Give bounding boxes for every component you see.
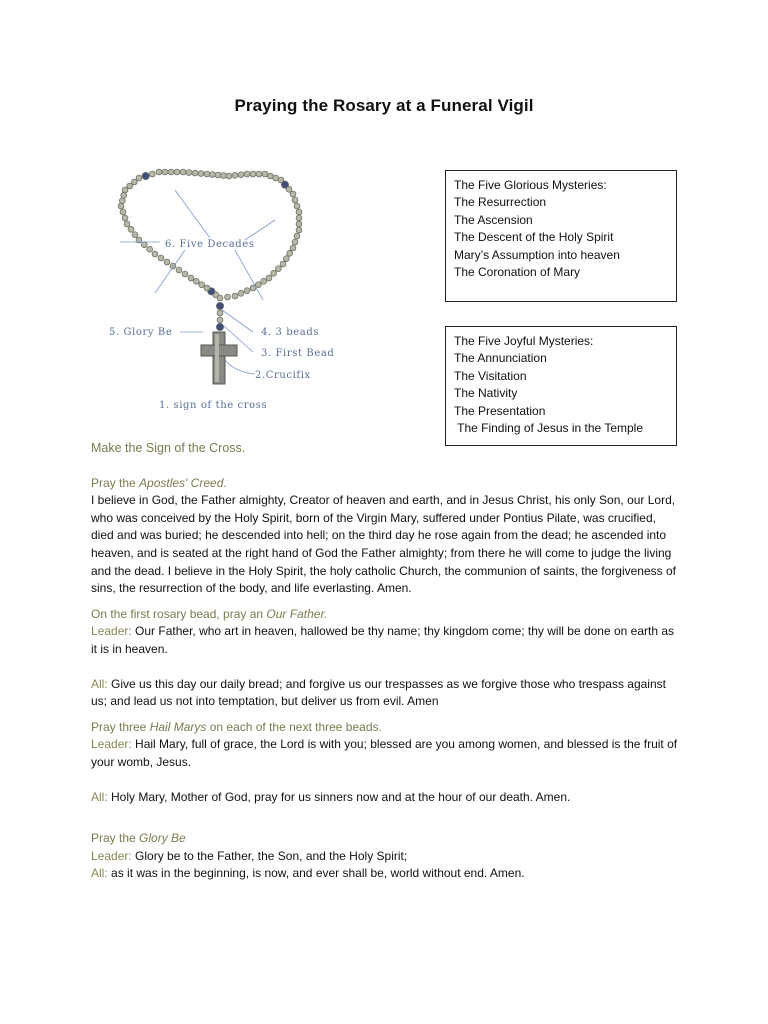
our-father-leader-text: Our Father, who art in heaven, hallowed be thy name; thy kingdom come; thy will be done on earth as it is in heaven. [91,624,675,656]
rosary-bead [118,203,124,209]
our-father-heading [91,606,681,624]
rosary-bead [192,170,198,176]
rosary-diagram [95,160,425,420]
rosary-bead [162,169,168,175]
rosary-bead [152,251,158,257]
speaker-label-all: All: [91,789,112,804]
rosary-bead [225,294,231,300]
prayer-content [91,440,681,883]
glory-be-heading [91,830,681,848]
label-first-bead: 3. First Bead [261,348,335,359]
creed-heading [91,475,681,493]
hail-mary-heading-post: on each of the next three beads. [206,719,382,734]
rosary-bead [296,227,302,233]
speaker-label-all: All: [91,866,112,881]
joyful-item: The Annunciation [454,351,547,366]
hail-mary-leader-text: Hail Mary, full of grace, the Lord is with you; blessed are you among women, and blessed is the fruit of your womb, Jesus. [91,737,678,769]
rosary-bead [198,171,204,177]
glorious-item: The Ascension [454,212,533,227]
rosary-bead [121,192,127,198]
rosary-bead [226,173,232,179]
rosary-bead [238,290,244,296]
our-father-heading-em: Our Father. [266,606,328,621]
rosary-bead [182,271,188,277]
rosary-bead [186,170,192,176]
label-sign-of-cross: 1. sign of the cross [159,400,268,411]
rosary-bead [275,266,281,272]
rosary-bead [292,239,298,245]
rosary-bead [271,270,277,276]
rosary-bead [193,278,199,284]
rosary-bead [168,169,174,175]
label-five-decades: 6. Five Decades [165,239,255,250]
speaker-label-leader: Leader: [91,737,136,752]
label-glory-be: 5. Glory Be [109,327,173,338]
rosary-tail-bead [216,302,223,309]
glory-be-leader [91,848,681,866]
sign-of-cross-heading: Make the Sign of the Cross. [91,441,246,455]
hail-mary-heading-em: Hail Marys [149,719,207,734]
glorious-item: Mary’s Assumption into heaven [454,247,620,262]
glorious-title: The Five Glorious Mysteries: [454,178,607,192]
rosary-bead [147,246,153,252]
joyful-title: The Five Joyful Mysteries: [454,334,594,348]
rosary-bead [238,172,244,178]
rosary-bead [262,171,268,177]
rosary-bead [294,203,300,209]
rosary-bead [287,250,293,256]
hail-mary-heading-pre: Pray three [91,719,150,734]
rosary-bead [210,172,216,178]
page-title: Praying the Rosary at a Funeral Vigil [234,96,534,115]
hail-mary-heading [91,719,681,737]
rosary-bead [244,171,250,177]
hail-mary-all [91,789,681,807]
rosary-bead [232,293,238,299]
rosary-bead [292,197,298,203]
glorious-item: The Resurrection [454,195,547,210]
rosary-bead [136,175,142,181]
rosary-bead [164,259,170,265]
rosary-bead [255,282,261,288]
glory-be-leader-text: Glory be to the Father, the Son, and the Holy Spirit; [135,848,408,863]
rosary-bead [188,275,194,281]
our-father-all-text: Give us this day our daily bread; and forgive us our trespasses as we forgive those who trespass against us; and lead us not into temptation, but deliver us from evil. Amen [91,676,666,709]
speaker-label-leader: Leader: [91,848,136,863]
joyful-item: The Nativity [454,386,518,401]
rosary-bead [296,209,302,215]
label-three-beads: 4. 3 beads [261,327,320,338]
rosary-bead [204,285,210,291]
speaker-label-all: All: [91,676,112,691]
rosary-bead [180,169,186,175]
glorious-mysteries-box [445,170,677,302]
speaker-label-leader: Leader: [91,624,136,639]
rosary-bead [141,242,147,248]
joyful-item: The Presentation [454,403,546,418]
rosary-bead [296,221,302,227]
creed-text: I believe in God, the Father almighty, Creator of heaven and earth, and in Jesus Christ, his only Son, our Lord, who was conceived by the Holy Spirit, born of the Virgin Mary, suffered under Pontius Pilate, was crucified, died and was buried; he descended into hell; on the third day he rose again from the dead; he ascended into heaven, and is seated at the right hand of God the Father almighty; from there he will come to judge the living and the dead. I believe in the Holy Spirit, the holy catholic Church, the communion of saints, the forgiveness of sins, the resurrection of the body, and life everlasting. Amen. [91,493,676,596]
glory-be-heading-pre: Pray the [91,831,140,846]
our-father-leader [91,623,681,658]
creed-heading-pre: Pray the [91,475,140,490]
rosary-bead [221,173,227,179]
rosary-bead [215,172,221,178]
rosary-bead [122,215,128,221]
rosary-bead [266,275,272,281]
glorious-item: The Descent of the Holy Spirit [454,230,614,245]
rosary-bead [120,209,126,215]
rosary-bead [128,226,134,232]
our-father-all [91,676,681,711]
glory-be-all-text: as it was in the beginning, is now, and ever shall be, world without end. Amen. [111,866,525,881]
rosary-bead [124,221,130,227]
rosary-bead [199,282,205,288]
rosary-bead [290,191,296,197]
rosary-bead [256,171,262,177]
rosary-bead [158,255,164,261]
rosary-tail-bead [216,323,223,330]
rosary-bead [296,215,302,221]
rosary-bead [250,171,256,177]
rosary-tail-bead [217,317,223,323]
joyful-mysteries-box [445,326,677,446]
rosary-bead [232,172,238,178]
rosary-bead [204,171,210,177]
crucifix-icon [201,332,237,384]
glorious-item: The Coronation of Mary [454,265,581,280]
rosary-bead [261,278,267,284]
joyful-item: The Visitation [454,368,527,383]
hail-mary-leader [91,736,681,771]
rosary-bead [280,261,286,267]
rosary-bead [176,267,182,273]
label-crucifix: 2.Crucifix [255,370,311,381]
our-father-heading-pre: On the first rosary bead, pray an [91,606,267,621]
rosary-bead [290,245,296,251]
rosary-bead [294,233,300,239]
rosary-bead [283,256,289,262]
creed-heading-em: Apostles' Creed [139,475,224,490]
rosary-bead [132,232,138,238]
rosary-bead [174,169,180,175]
rosary-bead [156,169,162,175]
rosary-bead [119,198,125,204]
rosary-accent-bead [142,172,149,179]
rosary-tail-bead [217,310,223,316]
rosary-bead [149,171,155,177]
rosary-bead [273,175,279,181]
glory-be-all [91,865,681,883]
rosary-bead [267,173,273,179]
glory-be-heading-em: Glory Be [139,831,186,846]
hail-mary-all-text: Holy Mary, Mother of God, pray for us sinners now and at the hour of our death. Amen. [111,789,571,804]
rosary-bead [244,288,250,294]
joyful-item: The Finding of Jesus in the Temple [454,421,643,436]
creed-heading-post: . [223,475,227,490]
